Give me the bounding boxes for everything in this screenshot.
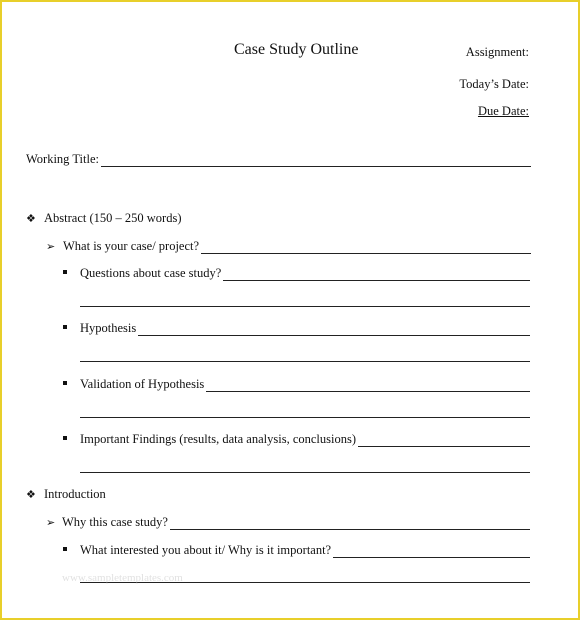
abstract-item-2-extra-line[interactable] <box>80 361 530 362</box>
abstract-item-2-label: Hypothesis <box>80 321 137 335</box>
introduction-label: Introduction <box>44 487 106 501</box>
introduction-item-1-label: What interested you about it/ Why is it important? <box>80 543 332 557</box>
abstract-item-1-extra-line[interactable] <box>80 306 530 307</box>
abstract-item-2-field[interactable] <box>80 321 530 336</box>
introduction-item-1-line[interactable] <box>333 547 530 558</box>
abstract-label: Abstract (150 – 250 words) <box>44 211 182 225</box>
abstract-item-4-line[interactable] <box>358 436 530 447</box>
diamond-bullet-icon: ❖ <box>26 489 36 501</box>
watermark: www.sampletemplates.com <box>62 572 183 584</box>
todays-date-label: Today’s Date: <box>459 77 529 91</box>
abstract-item-1-label: Questions about case study? <box>80 266 222 280</box>
square-bullet-icon <box>63 381 67 385</box>
abstract-item-3-label: Validation of Hypothesis <box>80 377 205 391</box>
working-title-line[interactable] <box>101 156 531 167</box>
square-bullet-icon <box>63 270 67 274</box>
arrow-bullet-icon: ➢ <box>46 517 56 529</box>
introduction-item-1-field[interactable] <box>80 543 530 558</box>
abstract-item-3-line[interactable] <box>206 381 530 392</box>
introduction-question-field[interactable] <box>62 515 530 530</box>
abstract-item-1-field[interactable] <box>80 266 530 281</box>
abstract-question-line[interactable] <box>201 243 531 254</box>
due-date-label: Due Date: <box>477 104 529 118</box>
working-title-field[interactable] <box>26 152 531 167</box>
abstract-item-3-field[interactable] <box>80 377 530 392</box>
abstract-question-field[interactable] <box>63 239 531 254</box>
abstract-item-2-line[interactable] <box>138 325 530 336</box>
square-bullet-icon <box>63 547 67 551</box>
square-bullet-icon <box>63 325 67 329</box>
abstract-item-4-label: Important Findings (results, data analysis, conclusions) <box>80 432 357 446</box>
diamond-bullet-icon: ❖ <box>26 213 36 225</box>
square-bullet-icon <box>63 436 67 440</box>
introduction-question-line[interactable] <box>170 519 530 530</box>
abstract-question-label: What is your case/ project? <box>63 239 200 253</box>
working-title-label: Working Title: <box>26 152 99 166</box>
document-title: Case Study Outline <box>234 41 359 58</box>
abstract-item-1-line[interactable] <box>223 270 530 281</box>
abstract-item-4-extra-line[interactable] <box>80 472 530 473</box>
document-page <box>2 2 578 618</box>
assignment-label: Assignment: <box>465 45 529 59</box>
abstract-item-3-extra-line[interactable] <box>80 417 530 418</box>
introduction-question-label: Why this case study? <box>62 515 168 529</box>
arrow-bullet-icon: ➢ <box>46 241 56 253</box>
abstract-item-4-field[interactable] <box>80 432 530 447</box>
